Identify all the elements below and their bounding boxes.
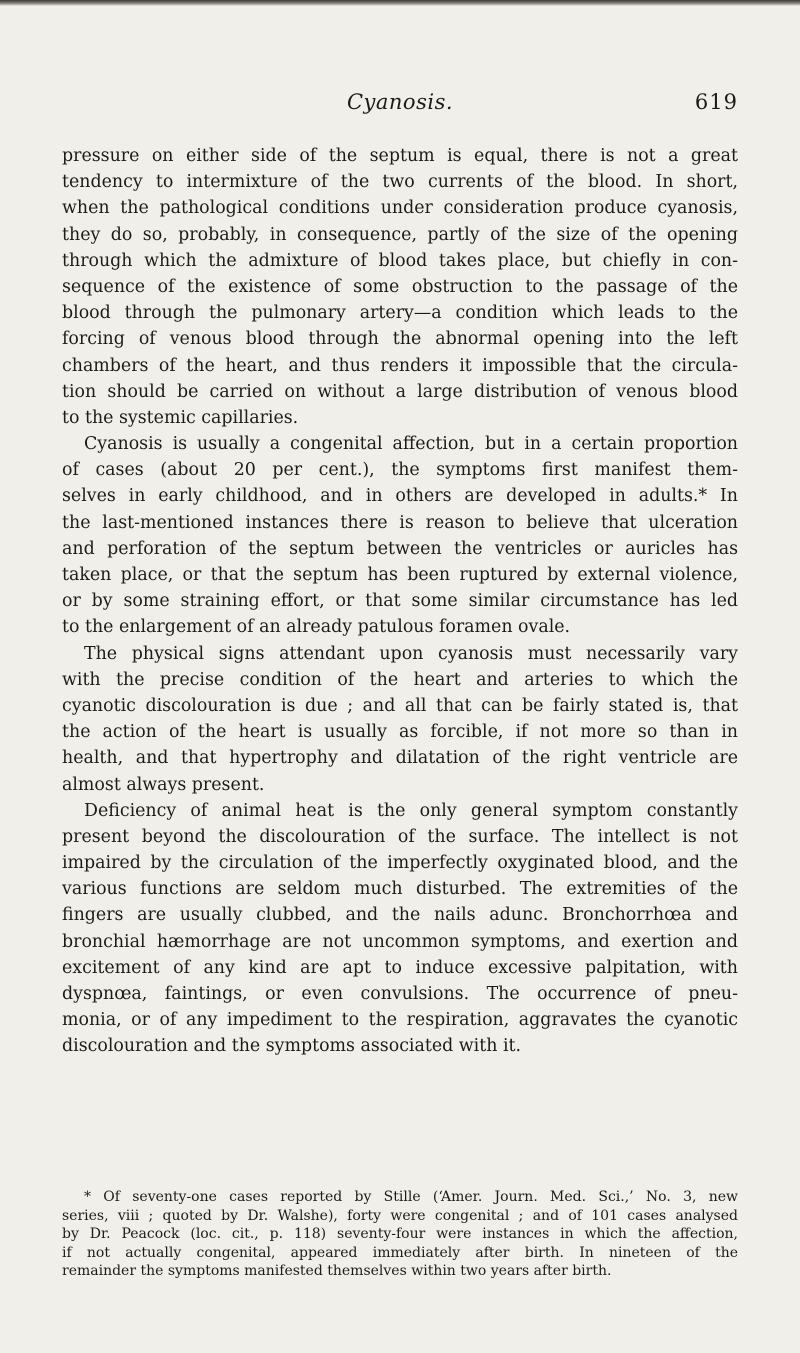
text-line: almost always present. — [62, 774, 265, 795]
text-line: cyanotic discolouration is due ; and all that can be fairly stated is, that — [62, 695, 738, 716]
text-line: taken place, or that the septum has been ruptured by external violence, — [62, 565, 738, 585]
text-line: various functions are seldom much disturbed. The extremities of the — [62, 879, 738, 900]
running-title: Cyanosis. — [346, 90, 454, 114]
paragraph-start: Cyanosis is usually a congenital affection, but in a certain proportion — [84, 434, 738, 455]
text-line: and perforation of the septum between the ventricles or auricles has — [62, 538, 738, 559]
text-line: discolouration and the symptoms associated with it. — [62, 1036, 522, 1057]
text-line: with the precise condition of the heart and arteries to which the — [62, 669, 738, 690]
text-line: tendency to intermixture of the two currents of the blood. In short, — [62, 172, 738, 193]
text-line: they do so, probably, in consequence, partly of the size of the opening — [62, 224, 738, 245]
body-text — [62, 143, 738, 1060]
text-line: blood through the pulmonary artery—a condition which leads to the — [62, 303, 738, 324]
running-head — [62, 90, 738, 120]
footnote-line: remainder the symptoms manifested themselves within two years after birth. — [62, 1263, 612, 1280]
footnote — [62, 1188, 738, 1281]
text-line: of cases (about 20 per cent.), the symptoms first manifest them- — [62, 460, 738, 481]
text-line: pressure on either side of the septum is equal, there is not a great — [62, 146, 738, 166]
text-line: health, and that hypertrophy and dilatation of the right ventricle are — [62, 748, 738, 769]
text-line: to the enlargement of an already patulous foramen ovale. — [62, 617, 571, 638]
footnote-line: if not actually congenital, appeared immediately after birth. In nineteen of the — [62, 1244, 738, 1261]
text-line: when the pathological conditions under consideration produce cyanosis, — [62, 198, 738, 219]
text-line: chambers of the heart, and thus renders it impossible that the circula- — [62, 355, 738, 376]
footnote-line: series, viii ; quoted by Dr. Walshe), forty were congenital ; and of 101 cases analysed — [62, 1207, 738, 1224]
text-line: sequence of the existence of some obstruction to the passage of the — [62, 276, 738, 297]
text-line: fingers are usually clubbed, and the nails adunc. Bronchorrhœa and — [62, 905, 738, 926]
text-line: the action of the heart is usually as forcible, if not more so than in — [62, 722, 738, 743]
text-line: excitement of any kind are apt to induce excessive palpitation, with — [62, 957, 738, 978]
text-line: bronchial hæmorrhage are not uncommon symptoms, and exertion and — [62, 931, 738, 952]
text-line: forcing of venous blood through the abnormal opening into the left — [62, 329, 738, 350]
text-line: monia, or of any impediment to the respiration, aggravates the cyanotic — [62, 1010, 738, 1031]
text-line: the last-mentioned instances there is reason to believe that ulceration — [62, 512, 738, 533]
text-line: impaired by the circulation of the imperfectly oxyginated blood, and the — [62, 853, 738, 874]
text-line: through which the admixture of blood takes place, but chiefly in con- — [62, 250, 738, 271]
paragraph-start: The physical signs attendant upon cyanosis must necessarily vary — [84, 643, 738, 664]
text-line: selves in early childhood, and in others are developed in adults.* In — [62, 486, 738, 507]
text-line: present beyond the discolouration of the surface. The intellect is not — [62, 826, 738, 847]
paragraph-start: Deficiency of animal heat is the only general symptom constantly — [84, 800, 738, 821]
top-edge-shadow — [0, 0, 800, 6]
footnote-line: by Dr. Peacock (loc. cit., p. 118) seventy-four were instances in which the affection, — [62, 1226, 738, 1243]
text-line: to the systemic capillaries. — [62, 407, 299, 428]
page-number: 619 — [694, 90, 738, 114]
footnote-line: * Of seventy-one cases reported by Stille (‘Amer. Journ. Med. Sci.,’ No. 3, new — [84, 1189, 738, 1205]
text-line: dyspnœa, faintings, or even convulsions. The occurrence of pneu- — [62, 984, 738, 1004]
text-line: tion should be carried on without a large distribution of venous blood — [62, 381, 738, 402]
text-line: or by some straining effort, or that some similar circumstance has led — [62, 591, 738, 612]
